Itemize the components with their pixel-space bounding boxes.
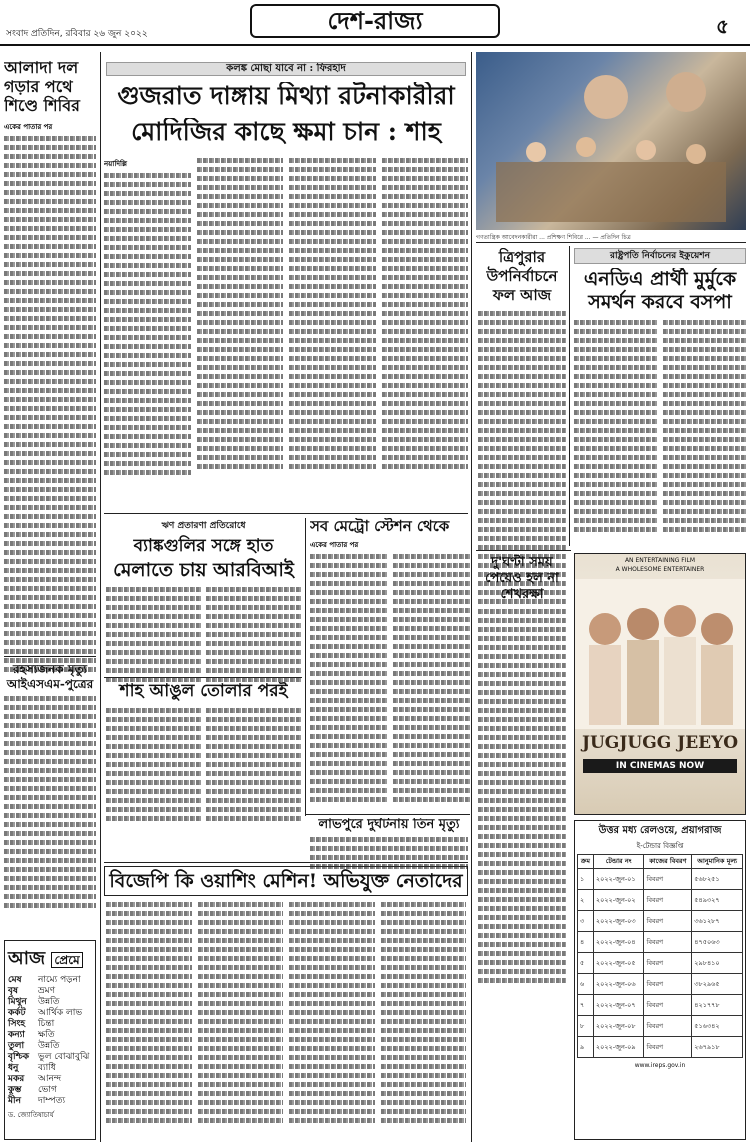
- column-rule: [569, 246, 570, 546]
- table-cell: ৭: [578, 995, 594, 1016]
- horoscope-item: [8, 1008, 92, 1019]
- movie-ad: [574, 553, 746, 815]
- top-story-body: নয়াদিল্লি: [104, 158, 468, 508]
- horoscope-box: [4, 940, 96, 1140]
- railway-tender: [574, 820, 746, 1140]
- table-cell: বিবরণ: [644, 932, 692, 953]
- horoscope-item: [8, 1063, 92, 1074]
- horoscope-sign: মীন: [8, 1096, 21, 1106]
- horoscope-sign: বৃশ্চিক: [8, 1052, 30, 1062]
- table-cell: ৮: [578, 1016, 594, 1037]
- horoscope-item: [8, 986, 92, 997]
- table-cell: ২৯৮৪১০: [692, 953, 743, 974]
- horoscope-text: আর্থিক লাভ: [38, 1008, 83, 1018]
- photo-scene: [476, 52, 746, 230]
- section-divider: [476, 242, 746, 243]
- railway-subhead: ই-টেন্ডার বিজ্ঞপ্তি: [636, 842, 684, 850]
- table-cell: ২০২২-জুন-০৪: [593, 932, 644, 953]
- column-rule: [100, 52, 101, 1142]
- railway-footer: www.ireps.gov.in: [634, 1062, 686, 1069]
- table-row: [578, 1037, 743, 1058]
- nda-headline: এনডিএ প্রার্থী মুর্মুকে সমর্থন করবে বসপা: [583, 268, 737, 313]
- column-rule: [471, 52, 472, 1142]
- table-cell: বিবরণ: [644, 953, 692, 974]
- rbi-story: [106, 518, 301, 692]
- rbi-headline-1: ব্যাঙ্কগুলির সঙ্গে হাত: [133, 536, 274, 556]
- nda-body: [574, 320, 746, 545]
- shekhar-story: [478, 555, 566, 989]
- labhpur-headline: লাভপুরে দুর্ঘটনায় তিন মৃত্যু: [318, 818, 460, 832]
- horoscope-title: আজ প্রেমে: [8, 944, 92, 975]
- table-header-cell: টেন্ডার নং: [593, 855, 644, 869]
- section-divider: [476, 550, 571, 551]
- rbi-headline-2: মেলাতে চায় আরবিআই: [113, 558, 294, 581]
- horoscope-sign: মকর: [8, 1074, 25, 1084]
- rbi-kicker: ঋণ প্রতারণা প্রতিরোধে: [161, 521, 246, 531]
- left-story-body: [4, 136, 96, 676]
- section-divider: [104, 513, 468, 514]
- table-cell: ২০২২-জুন-০৮: [593, 1016, 644, 1037]
- tripura-headline: ত্রিপুরার উপনির্বাচনে ফল আজ: [486, 248, 558, 304]
- table-cell: বিবরণ: [644, 995, 692, 1016]
- horoscope-text: আনন্দ: [38, 1074, 62, 1084]
- ad-cast-image: [575, 579, 745, 729]
- table-cell: ৯: [578, 1037, 594, 1058]
- ad-quote-2: A WHOLESOME ENTERTAINER: [615, 566, 705, 573]
- section-divider: [104, 677, 302, 678]
- table-row: [578, 1016, 743, 1037]
- table-cell: ৩৮২৯৬৫: [692, 974, 743, 995]
- dateline: সংবাদ প্রতিদিন, রবিবার ২৬ জুন ২০২২: [6, 29, 148, 39]
- shekhar-headline: দু'ঘণ্টা সময় পেয়েও হল না শেখরক্ষা: [485, 555, 559, 602]
- metro-headline: সব মেট্রো স্টেশন থেকে: [310, 518, 450, 535]
- table-header-cell: কাজের বিবরণ: [644, 855, 692, 869]
- table-cell: ১: [578, 869, 594, 890]
- mystery-death-body: [4, 696, 96, 911]
- table-cell: বিবরণ: [644, 911, 692, 932]
- table-cell: ৪২১৭৭৮: [692, 995, 743, 1016]
- table-cell: ২০২২-জুন-০৩: [593, 911, 644, 932]
- table-row: [578, 890, 743, 911]
- table-cell: ২: [578, 890, 594, 911]
- left-story-headline: আলাদা দল গড়ার পথে শিণ্ডে শিবির: [4, 58, 80, 115]
- top-story-headline-1: গুজরাত দাঙ্গায় মিথ্যা রটনাকারীরা: [117, 82, 455, 110]
- shah-short-body: [106, 708, 301, 828]
- table-cell: বিবরণ: [644, 869, 692, 890]
- table-cell: বিবরণ: [644, 974, 692, 995]
- table-cell: বিবরণ: [644, 890, 692, 911]
- top-story-kicker-bar: [106, 62, 466, 76]
- president-banner: রাষ্ট্রপতি নির্বাচনের ইকুয়েশন: [574, 248, 746, 264]
- horoscope-text: উন্নতি: [38, 997, 60, 1007]
- horoscope-sign: তুলা: [8, 1041, 25, 1051]
- horoscope-item: [8, 997, 92, 1008]
- table-cell: ২০২২-জুন-০৯: [593, 1037, 644, 1058]
- left-story: [4, 58, 96, 676]
- mystery-death-headline: রহস্যজনক মৃত্যু আইএসএম-পুত্রের: [6, 662, 94, 691]
- horoscope-text: ভুল বোঝাবুঝি: [38, 1052, 90, 1062]
- table-header-cell: ক্রম: [578, 855, 594, 869]
- horoscope-sign: সিংহ: [8, 1019, 26, 1029]
- horoscope-item: [8, 975, 92, 986]
- table-row: [578, 932, 743, 953]
- section-divider: [104, 862, 468, 863]
- table-cell: ৩: [578, 911, 594, 932]
- horoscope-item: [8, 1074, 92, 1085]
- table-row: [578, 974, 743, 995]
- ad-quote-1: AN ENTERTAINING FILM: [624, 557, 696, 564]
- table-cell: ৫: [578, 953, 594, 974]
- top-story-kicker: কলঙ্ক মোছা যাবে না : ফিরহাদ: [226, 63, 346, 74]
- table-cell: ২০২২-জুন-০৭: [593, 995, 644, 1016]
- horoscope-text: উন্নতি: [38, 1041, 60, 1051]
- horoscope-sign: কন্যা: [8, 1030, 25, 1040]
- horoscope-item: [8, 1041, 92, 1052]
- news-photo: [476, 52, 746, 230]
- ad-tagline: IN CINEMAS NOW: [583, 759, 737, 773]
- railway-table: [577, 854, 743, 1058]
- photo-caption: গণতান্ত্রিক আবেদনকারীরা ... প্রশিক্ষণ শিবিরে ... — প্রতিদিন চিত্র: [476, 234, 631, 241]
- table-cell: ৬: [578, 974, 594, 995]
- horoscope-item: [8, 1030, 92, 1041]
- table-cell: ৫৪৯৩২৭: [692, 890, 743, 911]
- table-cell: ২০২২-জুন-০১: [593, 869, 644, 890]
- metro-body: [310, 554, 470, 814]
- horoscope-sign: বৃষ: [8, 986, 18, 996]
- top-story-headline-2: মোদিজির কাছে ক্ষমা চান : শাহ: [131, 118, 441, 146]
- table-cell: ৪: [578, 932, 594, 953]
- horoscope-item: [8, 1085, 92, 1096]
- shah-short-headline: শাহ আঙুল তোলার পরই: [119, 682, 288, 701]
- horoscope-text: ক্ষতি: [38, 1030, 55, 1040]
- ad-title: JUGJUGG JEEYO: [581, 733, 739, 753]
- horoscope-text: ভোগ: [38, 1085, 57, 1095]
- section-divider: [306, 814, 470, 815]
- shekhar-body: [478, 609, 566, 989]
- horoscope-astrologer: ড. জ্যোতিষাচার্য: [8, 1111, 54, 1119]
- table-cell: ২০২২-জুন-০৫: [593, 953, 644, 974]
- metro-byline: একের পাতার পর: [310, 540, 359, 550]
- railway-headline: উত্তর মধ্য রেলওয়ে, প্রয়াগরাজ: [598, 825, 722, 836]
- table-cell: ৫১৬৩৪২: [692, 1016, 743, 1037]
- horoscope-item: [8, 1096, 92, 1107]
- horoscope-text: দাম্পত্য: [38, 1096, 66, 1106]
- metro-story: [310, 518, 470, 814]
- section-divider: [4, 656, 96, 657]
- table-header-cell: আনুমানিক মূল্য: [692, 855, 743, 869]
- horoscope-sign: মিথুন: [8, 997, 27, 1007]
- horoscope-list: [8, 975, 92, 1107]
- bjp-headline: বিজেপি কি ওয়াশিং মেশিন! অভিযুক্ত নেতাদের: [104, 866, 468, 896]
- horoscope-sign: কর্কট: [8, 1008, 26, 1018]
- horoscope-sign: কুম্ভ: [8, 1085, 22, 1095]
- table-row: [578, 869, 743, 890]
- table-cell: ২০২২-জুন-০২: [593, 890, 644, 911]
- table-cell: ৪৭৫০৬৩: [692, 932, 743, 953]
- table-row: [578, 953, 743, 974]
- table-cell: ৫৬৮২৫১: [692, 869, 743, 890]
- bjp-body: [106, 902, 466, 1140]
- horoscope-text: ভ্রমণ: [38, 986, 56, 996]
- mystery-death-story: [4, 662, 96, 911]
- horoscope-text: চিন্তা: [38, 1019, 55, 1029]
- table-cell: ৩৬১২৮৭: [692, 911, 743, 932]
- horoscope-item: [8, 1019, 92, 1030]
- horoscope-item: [8, 1052, 92, 1063]
- table-row: [578, 995, 743, 1016]
- left-story-byline: একের পাতার পর: [4, 122, 53, 131]
- horoscope-sign: মেষ: [8, 975, 22, 985]
- section-title: দেশ-রাজ্য: [250, 4, 500, 38]
- table-cell: ২৬৭৯১৮: [692, 1037, 743, 1058]
- table-cell: বিবরণ: [644, 1016, 692, 1037]
- page-number: ৫: [716, 14, 729, 38]
- horoscope-sign: ধনু: [8, 1063, 19, 1073]
- horoscope-text: ব্যাধি: [38, 1063, 56, 1073]
- column-rule: [305, 518, 306, 816]
- table-cell: বিবরণ: [644, 1037, 692, 1058]
- horoscope-text: নাম্যে পড়না: [38, 975, 81, 985]
- table-row: [578, 911, 743, 932]
- table-cell: ২০২২-জুন-০৬: [593, 974, 644, 995]
- shah-short-story: [106, 682, 301, 828]
